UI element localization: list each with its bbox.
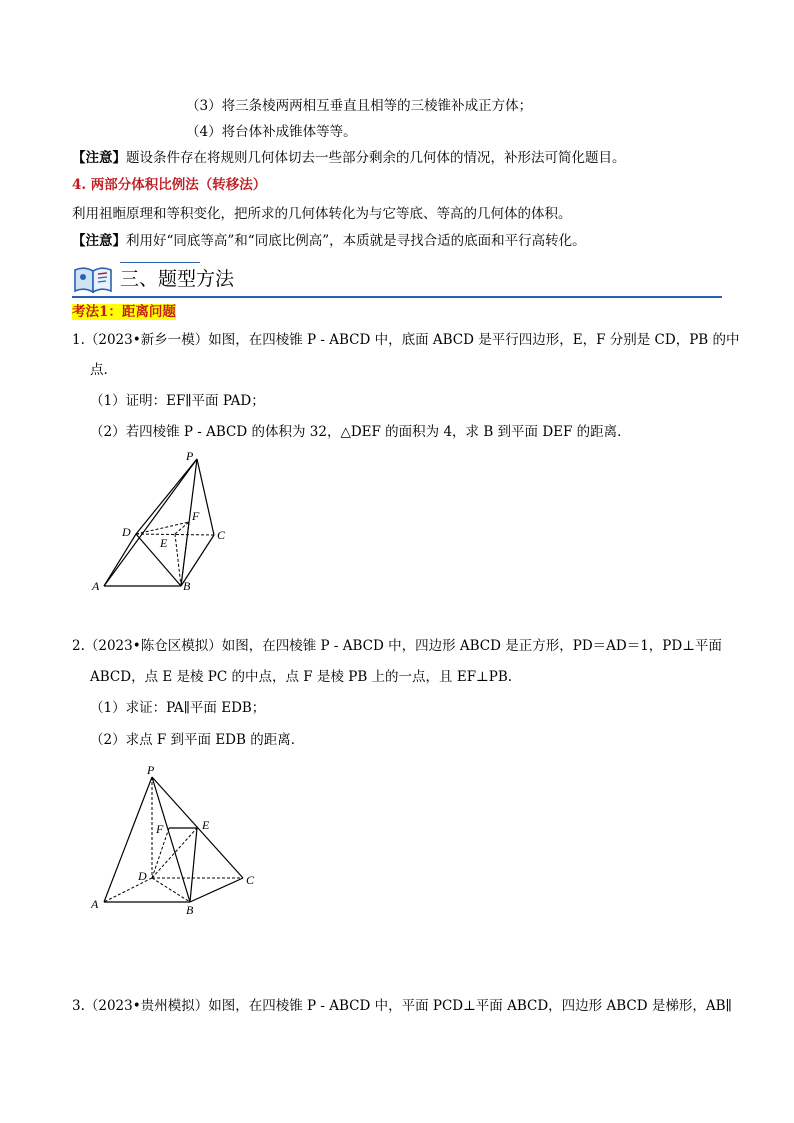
edge-AD — [104, 534, 136, 586]
problem-3-text: 3.（2023•贵州模拟）如图，在四棱锥 P - ABCD 中，平面 PCD⊥平面 ABCD，四边形 ABCD 是梯形，AB∥ — [72, 998, 732, 1014]
label-E: E — [202, 818, 210, 832]
intro-line-3: （3）将三条棱两两相互垂直且相等的三棱锥补成正方体； — [186, 98, 533, 114]
problem-2-figure — [86, 760, 266, 920]
problem-1-text-cont: 点. — [90, 362, 108, 378]
note-1-bracket: 【注意】 — [72, 150, 126, 166]
label-B: B — [183, 579, 191, 593]
heading-4: 4. 两部分体积比例法（转移法） — [72, 177, 267, 193]
edge-EB — [175, 534, 181, 586]
book-icon — [72, 262, 114, 296]
section-title: 三、题型方法 — [120, 268, 235, 290]
label-C: C — [246, 873, 255, 887]
problem-2-q1: （1）求证：PA∥平面 EDB； — [90, 700, 266, 716]
label-F: F — [156, 822, 164, 836]
section-divider — [72, 296, 722, 298]
note-2-text: 利用好“同底等高”和“同底比例高”，本质就是寻找合适的底面和平行高转化。 — [126, 233, 586, 249]
note-2 — [72, 231, 586, 251]
method-label-prefix: 考法 — [72, 304, 99, 320]
note-1 — [72, 148, 626, 168]
method-label-num: 1 — [99, 304, 109, 320]
edge-BC — [190, 878, 243, 902]
note-1-text: 题设条件存在将规则几何体切去一些部分剩余的几何体的情况，补形法可简化题目。 — [126, 150, 626, 166]
edge-PA — [104, 777, 152, 902]
section-top-rule — [120, 262, 200, 263]
label-B: B — [186, 903, 194, 917]
label-D: D — [122, 525, 131, 539]
label-F: F — [192, 509, 200, 523]
label-D: D — [138, 869, 147, 883]
problem-2-text-cont: ABCD，点 E 是棱 PC 的中点，点 F 是棱 PB 上的一点，且 EF⊥PB. — [90, 669, 513, 685]
edge-EB — [190, 828, 197, 902]
method-label-title: ：距离问题 — [108, 304, 176, 320]
problem-1-figure — [86, 448, 246, 598]
label-P: P — [186, 449, 194, 463]
label-A: A — [91, 897, 99, 911]
label-E: E — [160, 536, 168, 550]
note-2-bracket: 【注意】 — [72, 233, 126, 249]
problem-2-q2: （2）求点 F 到平面 EDB 的距离． — [90, 732, 305, 748]
edge-DB — [136, 534, 181, 586]
edge-PC — [197, 459, 214, 535]
problem-2-text: 2.（2023•陈仓区模拟）如图，在四棱锥 P - ABCD 中，四边形 ABCD 是正方形，PD＝AD＝1，PD⊥平面 — [72, 638, 722, 654]
label-A: A — [92, 579, 100, 593]
label-P: P — [147, 763, 155, 777]
problem-1-q1: （1）证明：EF∥平面 PAD； — [90, 393, 265, 409]
problem-1-q2: （2）若四棱锥 P - ABCD 的体积为 32，△DEF 的面积为 4，求 B 到平面 DEF 的距离． — [90, 424, 631, 440]
method-label — [72, 302, 176, 322]
label-C: C — [217, 528, 226, 542]
intro-line-5: 利用祖暅原理和等积变化，把所求的几何体转化为与它等底、等高的几何体的体积。 — [72, 206, 572, 222]
intro-line-4: （4）将台体补成锥体等等。 — [186, 124, 357, 140]
problem-1-text: 1.（2023•新乡一模）如图，在四棱锥 P - ABCD 中，底面 ABCD 是平行四边形，E，F 分别是 CD，PB 的中 — [72, 332, 740, 348]
edge-PB — [152, 777, 190, 902]
